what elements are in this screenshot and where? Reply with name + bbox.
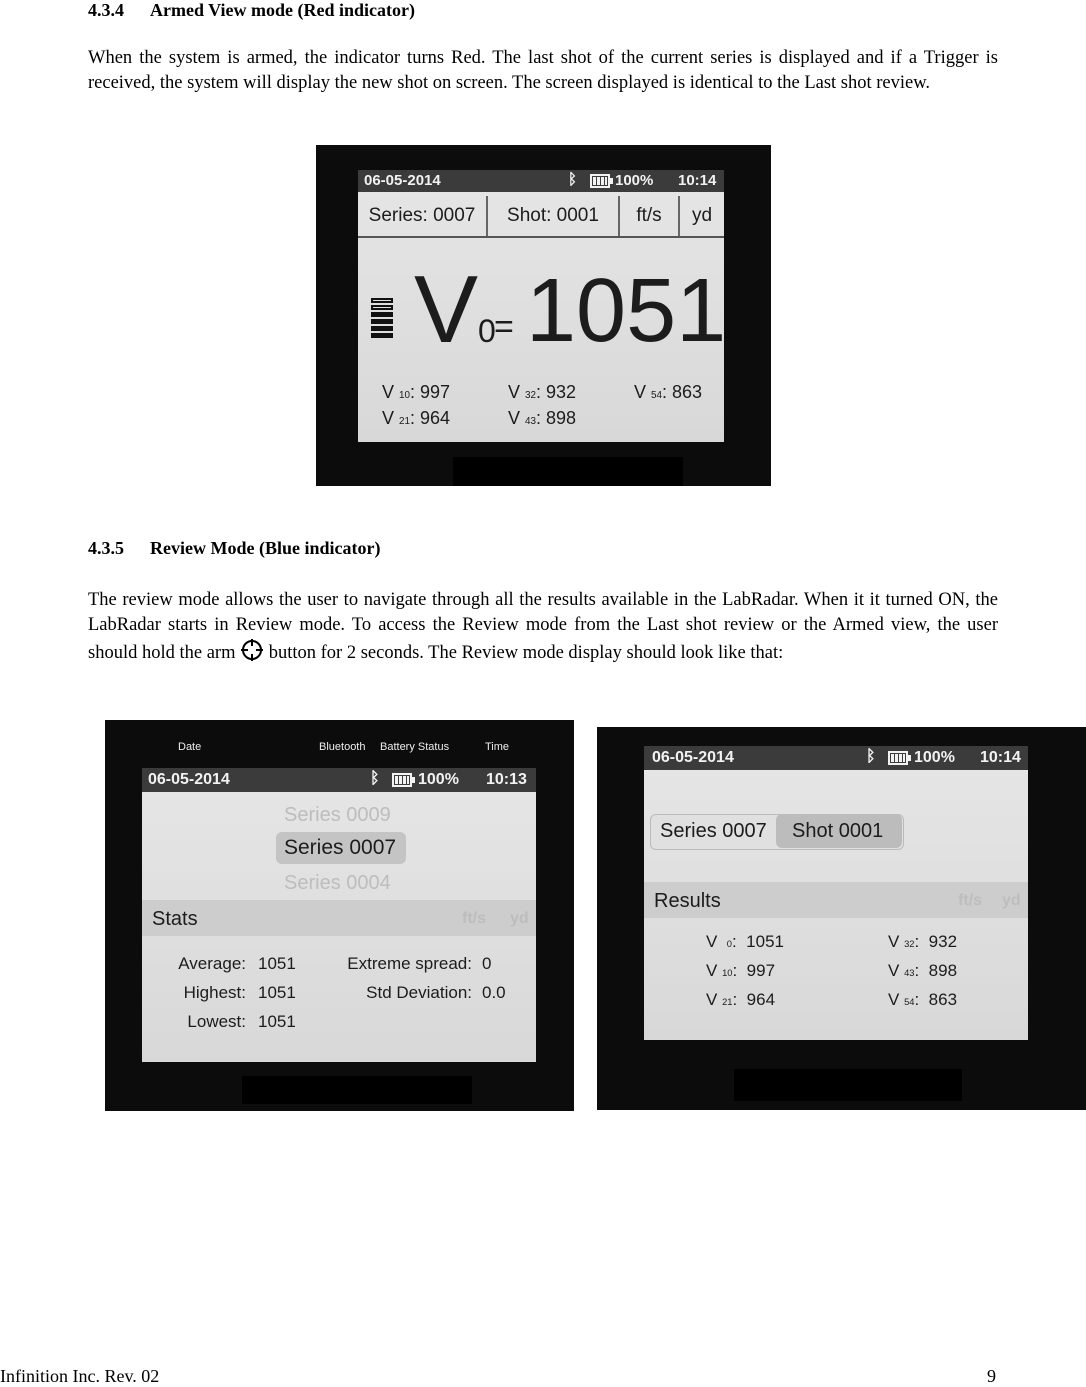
series-list-next[interactable]: Series 0004 [284,872,391,894]
status-bar [142,768,536,792]
stats-title: Stats [152,908,198,930]
v10-reading: V 10: 997 [382,382,451,402]
v21-reading: V 21: 964 [706,990,776,1009]
speed-unit-tab[interactable]: ft/s [620,196,680,236]
review-paragraph-part-b: button for 2 seconds. The Review mode display should look like that: [268,643,784,663]
lowest-label: Lowest: [187,1012,246,1031]
armed-view-paragraph: When the system is armed, the indicator turns Red. The last shot of the current series is displayed and if a Trigger is received, the system will display the new shot on screen. The screen displayed is identical to the Last shot review. [88,48,998,93]
device-bottom-bezel [734,1069,962,1101]
distance-unit-tab[interactable]: yd [691,205,713,226]
series-label[interactable]: Series 0007 [660,820,767,842]
speed-unit[interactable]: ft/s [958,892,982,909]
v54-value: 863 [672,382,703,402]
v10-reading: V 10: 997 [706,961,776,980]
v43-reading: V 43: 898 [508,408,577,428]
status-bar [358,170,724,192]
v0-subscript: 0 [478,313,496,349]
device-bottom-bezel [242,1076,472,1104]
review-results-screen [644,746,1028,1040]
section-title: Review Mode (Blue indicator) [150,538,381,558]
time-display: 10:14 [678,172,717,189]
armed-view-photo [316,145,771,486]
v43-value: 898 [546,408,577,428]
annotation-time: Time [485,741,510,753]
v43-value: 898 [928,961,958,980]
v32-value: 932 [928,932,958,951]
speed-unit[interactable]: ft/s [462,910,486,927]
section-heading-armed-view [88,0,415,21]
series-tab[interactable]: Series: 0007 [358,196,488,236]
v54-reading: V 54: 863 [888,990,958,1009]
highest-value: 1051 [258,983,296,1002]
v21-value: 964 [746,990,776,1009]
v0-symbol [414,256,496,379]
section-number: 4.3.4 [88,0,124,20]
equals-sign: = [494,308,514,346]
v32-value: 932 [546,382,577,402]
v0-letter: V [414,256,479,363]
v0-reading: V 0: 1051 [706,932,784,951]
shot-label[interactable]: Shot 0001 [792,820,884,842]
footer-company-revision: Infinition Inc. Rev. 02 [0,1366,160,1386]
date-display: 06-05-2014 [148,771,230,788]
extreme-spread-value: 0 [482,954,492,973]
date-display: 06-05-2014 [652,749,734,766]
results-title: Results [654,890,721,912]
distance-unit[interactable]: yd [510,910,529,927]
time-display: 10:13 [486,771,527,788]
v43-reading: V 43: 898 [888,961,958,980]
review-mode-paragraph [88,588,998,670]
v54-value: 863 [928,990,958,1009]
section-heading-review-mode [88,538,380,559]
v32-reading: V 32: 932 [508,382,577,402]
date-display: 06-05-2014 [364,172,441,189]
annotation-date: Date [178,741,202,753]
lowest-value: 1051 [258,1012,296,1031]
v21-value: 964 [420,408,451,428]
shot-tab[interactable]: Shot: 0001 [488,196,620,236]
highest-label: Highest: [183,983,246,1002]
v10-value: 997 [746,961,776,980]
extreme-spread-label: Extreme spread: [347,954,472,973]
review-paragraph-part-a: The review mode allows the user to navigate through all the results available in the LabRadar. When it it turned ON, the LabRadar starts in Review mode. To access the Review mode from the Last shot review or the Armed view, the user should hold the arm [88,590,998,663]
v32-reading: V 32: 932 [888,932,958,951]
section-title: Armed View mode (Red indicator) [150,0,415,20]
armed-view-screen [358,170,727,442]
v54-reading: V 54: 863 [634,382,703,402]
crosshair-icon [240,638,264,670]
signal-strength-icon [371,298,393,340]
status-bar [644,746,1028,770]
device-bottom-bezel [453,457,683,486]
section-number: 4.3.5 [88,538,124,558]
v10-value: 997 [420,382,451,402]
std-deviation-value: 0.0 [482,983,506,1002]
average-value: 1051 [258,954,296,973]
std-deviation-label: Std Deviation: [366,983,472,1002]
bluetooth-icon: ᛒ [370,770,380,787]
series-list-prev[interactable]: Series 0009 [284,804,391,826]
review-results-photo [597,727,1086,1110]
annotation-bluetooth: Bluetooth [319,741,366,753]
distance-unit[interactable]: yd [1002,892,1021,909]
battery-percent: 100% [914,749,955,766]
v0-value: 1051 [746,932,784,951]
series-list-current[interactable]: Series 0007 [284,836,397,859]
page-number: 9 [987,1366,996,1386]
v21-reading: V 21: 964 [382,408,451,428]
review-stats-screen [142,768,536,1062]
time-display: 10:14 [980,749,1021,766]
bluetooth-icon: ᛒ [866,748,876,765]
average-label: Average: [178,954,246,973]
v0-value: 1051 [526,261,727,361]
review-stats-photo [105,720,574,1111]
battery-percent: 100% [615,172,654,189]
battery-percent: 100% [418,771,459,788]
series-shot-tabs [358,196,724,238]
annotation-battery-status: Battery Status [380,741,450,753]
bluetooth-icon: ᛒ [568,171,578,188]
